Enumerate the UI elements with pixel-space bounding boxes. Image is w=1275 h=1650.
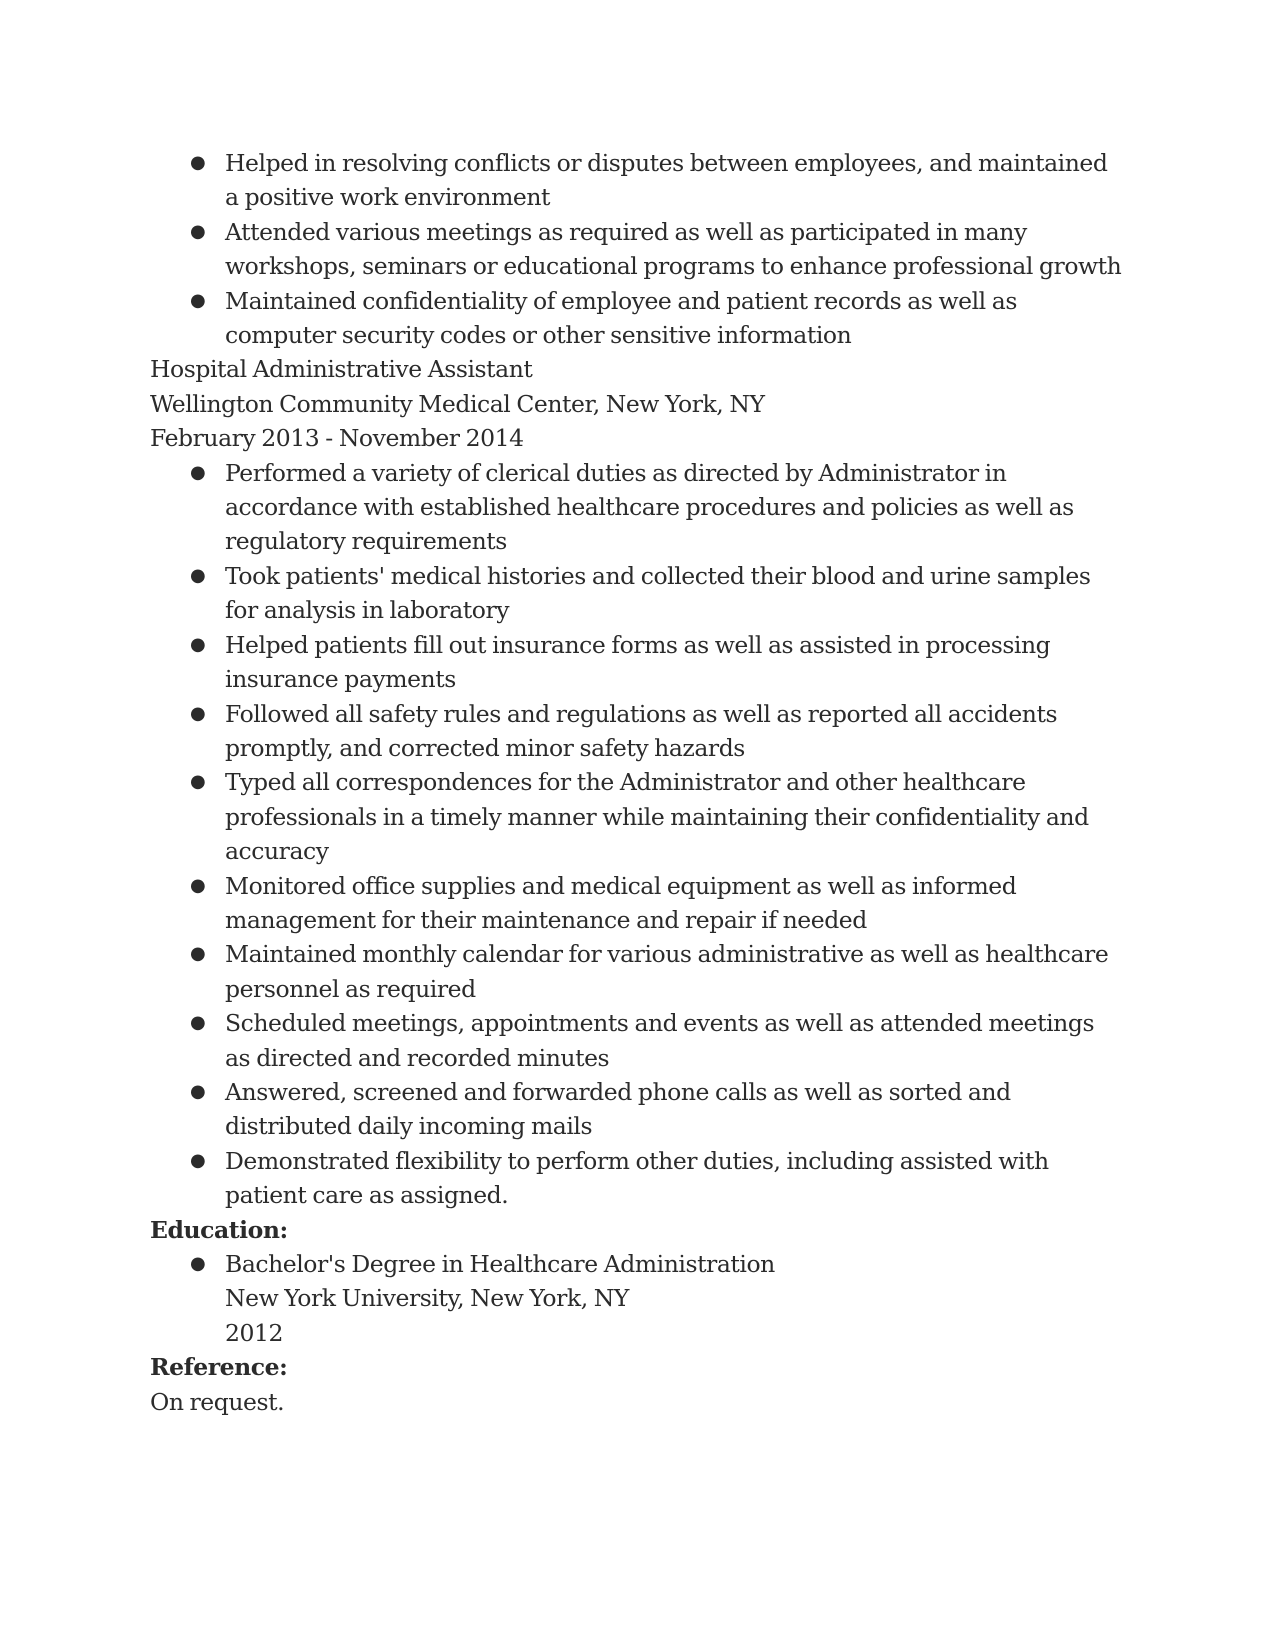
job-employer: Wellington Community Medical Center, New York, NY [150,389,765,418]
education-heading: Education: [150,1215,288,1244]
list-item [150,869,1125,938]
bullet-icon: ● [190,943,206,965]
bullet-icon: ● [190,461,206,483]
reference-section [150,1350,1125,1419]
list-item [150,937,1125,1006]
duty-text: Answered, screened and forwarded phone calls as well as sorted and distributed daily incoming mails [225,1077,1011,1141]
duty-text: Scheduled meetings, appointments and events as well as attended meetings as directed and recorded minutes [225,1009,1095,1072]
duty-text: Maintained confidentiality of employee and patient records as well as computer security codes or other sensitive information [225,286,1017,350]
education-list [150,1247,1125,1350]
list-item [150,284,1125,353]
list-item [150,146,1125,215]
list-item [150,1006,1125,1075]
list-item [150,697,1125,766]
duty-text: Took patients' medical histories and collected their blood and urine samples for analysis in laboratory [225,561,1091,625]
bullet-icon: ● [190,1149,206,1171]
duty-text: Maintained monthly calendar for various administrative as well as healthcare personnel as required [225,940,1109,1003]
bullet-icon: ● [190,874,206,896]
prior-duties-list [150,146,1125,352]
list-item [150,456,1125,559]
duty-text: Helped patients fill out insurance forms as well as assisted in processing insurance payments [225,630,1051,694]
list-item [150,215,1125,284]
bullet-icon: ● [190,771,206,793]
graduation-year: 2012 [225,1318,284,1347]
job-entry [150,352,1125,1212]
list-item [150,1247,1125,1350]
resume-page [150,146,1125,1419]
list-item [150,765,1125,868]
list-item [150,1144,1125,1213]
list-item [150,628,1125,697]
duty-text: Followed all safety rules and regulations as well as reported all accidents promptly, and corrected minor safety hazards [225,699,1058,762]
degree: Bachelor's Degree in Healthcare Administration [225,1250,775,1278]
bullet-icon: ● [190,220,206,242]
list-item [150,559,1125,628]
duty-text: Attended various meetings as required as well as participated in many workshops, seminars or educational programs to enhance professional growth [225,217,1122,281]
duty-text: Monitored office supplies and medical equipment as well as informed management for their maintenance and repair if needed [225,871,1017,934]
duty-text: Performed a variety of clerical duties as directed by Administrator in accordance with established healthcare procedures and policies as well as regulatory requirements [225,458,1074,556]
job-title: Hospital Administrative Assistant [150,355,533,384]
bullet-icon: ● [190,633,206,655]
duty-text: Typed all correspondences for the Administrator and other healthcare professionals in a timely manner while maintaining their confidentiality and accuracy [225,768,1089,866]
job-dates: February 2013 - November 2014 [150,424,524,453]
list-item [150,1075,1125,1144]
bullet-icon: ● [190,152,206,173]
bullet-icon: ● [190,702,206,724]
reference-heading: Reference: [150,1353,288,1382]
bullet-icon: ● [190,564,206,586]
bullet-icon: ● [190,1253,206,1274]
duty-text: Demonstrated flexibility to perform other duties, including assisted with patient care as assigned. [225,1146,1049,1210]
reference-text: On request. [150,1387,285,1416]
bullet-icon: ● [190,289,206,311]
school: New York University, New York, NY [225,1284,629,1313]
bullet-icon: ● [190,1080,206,1102]
job-duties-list [150,456,1125,1213]
education-section [150,1213,1125,1351]
duty-text: Helped in resolving conflicts or disputes between employees, and maintained a positive work environment [225,149,1108,212]
bullet-icon: ● [190,1012,206,1034]
